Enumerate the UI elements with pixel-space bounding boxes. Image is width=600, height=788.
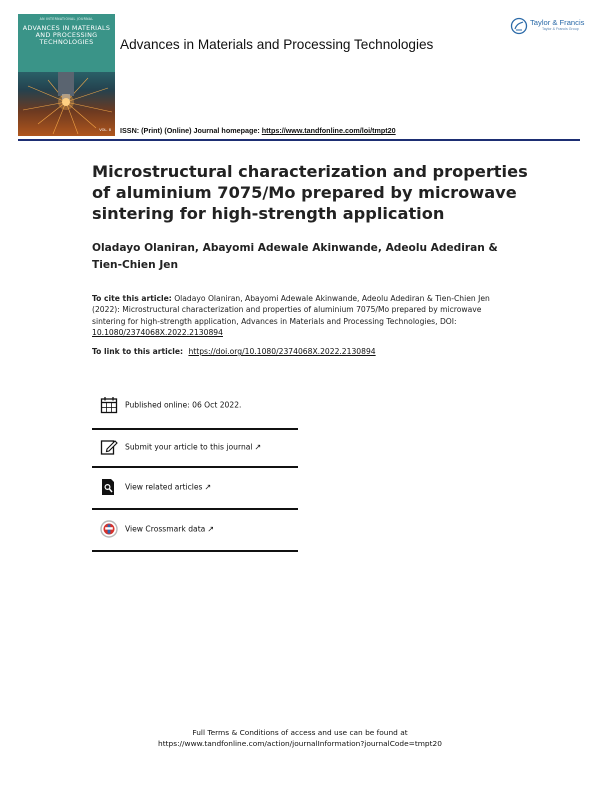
article-authors: Oladayo Olaniran, Abayomi Adewale Akinwande, Adeolu Adediran & Tien-Chien Jen — [92, 242, 498, 271]
footer-terms — [0, 727, 600, 749]
citation-block — [92, 293, 512, 339]
published-online-text: Published online: 06 Oct 2022. — [125, 400, 242, 410]
journal-title: Advances in Materials and Processing Technologies — [120, 37, 434, 52]
cover-volume: VOL. 8 — [99, 128, 111, 132]
published-online-row — [92, 387, 298, 423]
external-link-icon: ↗ — [207, 524, 215, 534]
row-divider — [92, 550, 298, 552]
row-divider — [92, 466, 298, 468]
header-divider — [18, 139, 580, 141]
footer-terms-link[interactable]: https://www.tandfonline.com/action/journalInformation?journalCode=tmpt20 — [158, 739, 442, 748]
related-articles-label: View related articles — [125, 482, 203, 492]
crossmark-label: View Crossmark data — [125, 524, 206, 534]
journal-homepage-link[interactable]: https://www.tandfonline.com/loi/tmpt20 — [261, 126, 396, 135]
external-link-icon: ↗ — [204, 482, 212, 492]
citation-text: Oladayo Olaniran, Abayomi Adewale Akinwande, Adeolu Adediran & Tien-Chien Jen (2022): Microstructural characterization and properties of aluminium 7075/Mo prepared by microwave sintering for high-strength application, Advances in Materials and Processing Technologies, DOI: — [92, 294, 490, 326]
cover-sparks-illustration — [18, 14, 115, 136]
external-link-icon: ↗ — [254, 442, 262, 452]
related-articles-row[interactable] — [92, 469, 298, 505]
row-divider — [92, 508, 298, 510]
related-articles-link[interactable] — [125, 483, 211, 492]
issn-label: ISSN: (Print) (Online) Journal homepage: — [120, 126, 260, 135]
calendar-icon — [100, 396, 118, 414]
edit-icon — [100, 438, 118, 456]
submit-article-row[interactable] — [92, 429, 298, 465]
cover-title: ADVANCES IN MATERIALS AND PROCESSING TECHNOLOGIES — [22, 24, 111, 47]
publisher-group: Taylor & Francis Group — [542, 27, 579, 31]
publisher-logo — [510, 17, 585, 37]
cover-supertitle: AN INTERNATIONAL JOURNAL — [39, 17, 94, 21]
publisher-name: Taylor & Francis — [530, 18, 585, 27]
publisher-logo-icon — [510, 17, 528, 35]
crossmark-icon — [100, 520, 118, 538]
citation-label: To cite this article: — [92, 294, 172, 303]
journal-cover — [18, 14, 115, 136]
issn-line — [120, 126, 396, 135]
article-doi-url[interactable]: https://doi.org/10.1080/2374068X.2022.2130894 — [188, 347, 376, 356]
article-link-label: To link to this article: — [92, 347, 184, 356]
crossmark-row[interactable] — [92, 511, 298, 547]
article-link-line — [92, 347, 512, 356]
submit-article-link[interactable] — [125, 443, 261, 452]
footer-line-1: Full Terms & Conditions of access and use can be found at — [192, 728, 408, 737]
article-title: Microstructural characterization and properties of aluminium 7075/Mo prepared by microwave sintering for high-strength application — [92, 162, 528, 223]
search-document-icon — [100, 478, 118, 496]
crossmark-link[interactable] — [125, 525, 214, 534]
submit-article-label: Submit your article to this journal — [125, 442, 253, 452]
doi-link[interactable]: 10.1080/2374068X.2022.2130894 — [92, 328, 223, 338]
